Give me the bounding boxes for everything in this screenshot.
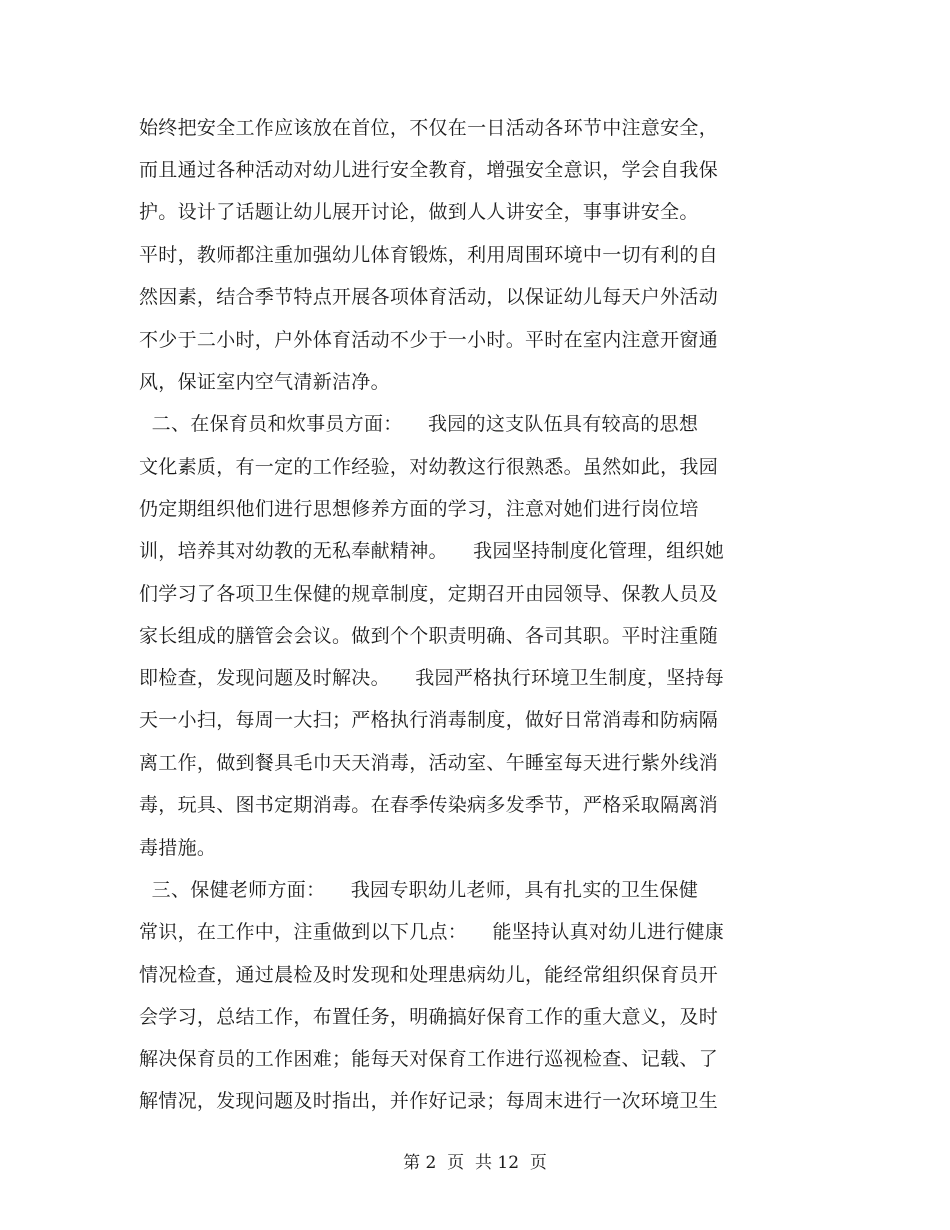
body-text-line: 家长组成的膳管会会议。做到个个职责明确、各司其职。平时注重随 bbox=[139, 625, 719, 647]
section-heading-line: 二、在保育员和炊事员方面： 我园的这支队伍具有较高的思想 bbox=[139, 413, 699, 435]
body-text-line: 平时，教师都注重加强幼儿体育锻炼，利用周围环境中一切有利的自 bbox=[139, 244, 719, 266]
body-text-line: 即检查，发现问题及时解决。 我园严格执行环境卫生制度，坚持每 bbox=[139, 667, 725, 689]
page-number-footer: 第 2 页 共 12 页 bbox=[403, 1153, 547, 1173]
body-text-line: 风，保证室内空气清新洁净。 bbox=[139, 371, 390, 393]
body-text-line: 解决保育员的工作困难；能每天对保育工作进行巡视检查、记载、了 bbox=[139, 1048, 719, 1070]
body-text-line: 不少于二小时，户外体育活动不少于一小时。平时在室内注意开窗通 bbox=[139, 329, 719, 351]
body-text-line: 天一小扫，每周一大扫；严格执行消毒制度，做好日常消毒和防病隔 bbox=[139, 709, 719, 731]
body-text-line: 护。设计了话题让幼儿展开讨论，做到人人讲安全，事事讲安全。 bbox=[139, 201, 699, 223]
body-text-line: 情况检查，通过晨检及时发现和处理患病幼儿，能经常组织保育员开 bbox=[139, 964, 719, 986]
body-text-line: 会学习，总结工作，布置任务，明确搞好保育工作的重大意义，及时 bbox=[139, 1006, 719, 1028]
body-text-line: 们学习了各项卫生保健的规章制度，定期召开由园领导、保教人员及 bbox=[139, 583, 719, 605]
body-text-line: 解情况，发现问题及时指出，并作好记录；每周末进行一次环境卫生 bbox=[139, 1090, 719, 1112]
body-text-line: 毒措施。 bbox=[139, 837, 217, 859]
body-text-line: 文化素质，有一定的工作经验，对幼教这行很熟悉。虽然如此，我园 bbox=[139, 456, 719, 478]
section-heading-line: 三、保健老师方面： 我园专职幼儿老师，具有扎实的卫生保健 bbox=[139, 879, 699, 901]
body-text-line: 然因素，结合季节特点开展各项体育活动，以保证幼儿每天户外活动 bbox=[139, 286, 719, 308]
body-text-line: 离工作，做到餐具毛巾天天消毒，活动室、午睡室每天进行紫外线消 bbox=[139, 752, 719, 774]
body-text-line: 仍定期组织他们进行思想修养方面的学习，注意对她们进行岗位培 bbox=[139, 498, 699, 520]
body-text-line: 毒，玩具、图书定期消毒。在春季传染病多发季节，严格采取隔离消 bbox=[139, 794, 719, 816]
body-text-line: 始终把安全工作应该放在首位，不仅在一日活动各环节中注意安全， bbox=[139, 117, 719, 139]
body-text-line: 而且通过各种活动对幼儿进行安全教育，增强安全意识，学会自我保 bbox=[139, 159, 719, 181]
body-text-line: 训，培养其对幼教的无私奉献精神。 我园坚持制度化管理，组织她 bbox=[139, 540, 725, 562]
body-text-line: 常识，在工作中，注重做到以下几点： 能坚持认真对幼儿进行健康 bbox=[139, 921, 725, 943]
